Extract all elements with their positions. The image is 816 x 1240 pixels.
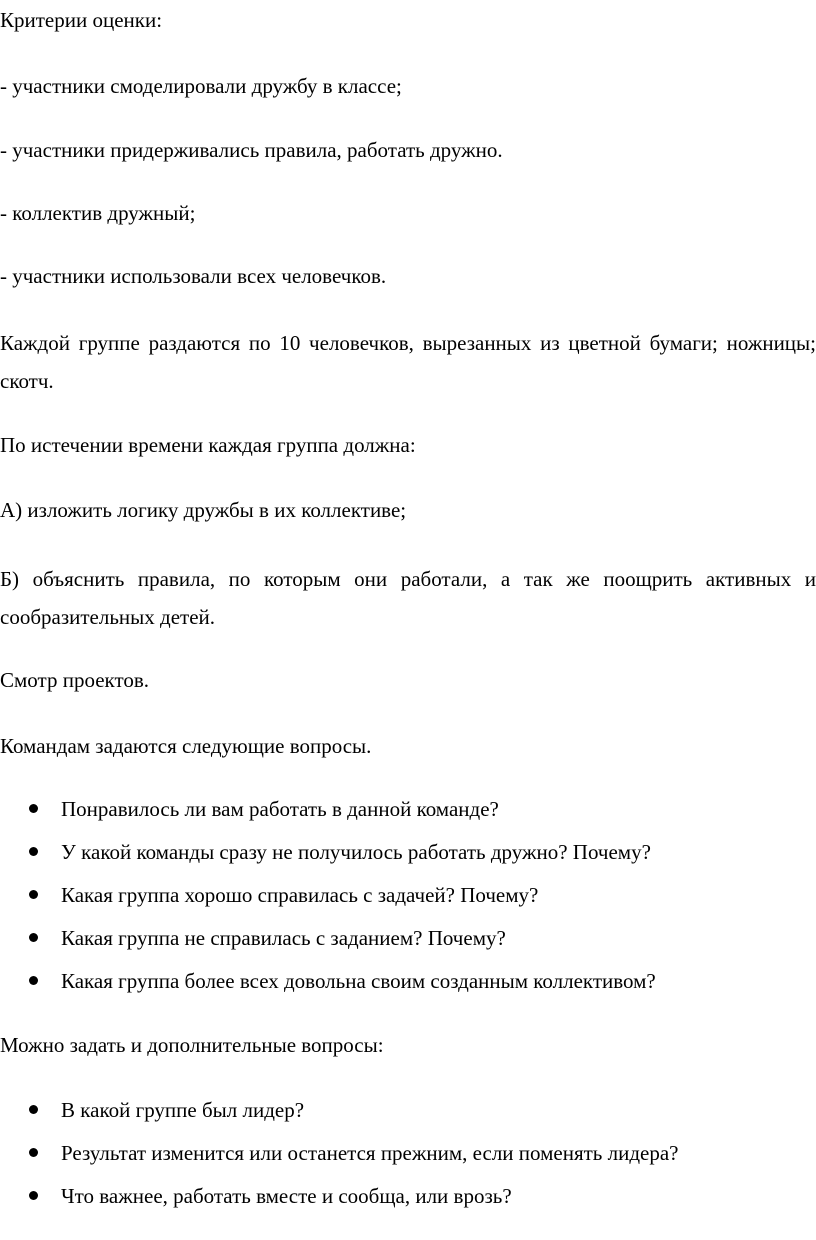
review-line: Смотр проектов. — [0, 668, 150, 692]
extra-questions-intro: Можно задать и дополнительные вопросы: — [0, 1033, 384, 1057]
criteria-heading: Критерии оценки: — [0, 8, 163, 32]
bullet-icon — [29, 890, 38, 899]
question-text: Понравилось ли вам работать в данной команде? — [61, 797, 499, 821]
questions-intro: Командам задаются следующие вопросы. — [0, 734, 372, 758]
task-b: Б) объяснить правила, по которым они работали, а так же поощрить активных и сообразительных детей. — [0, 567, 816, 629]
question-text: У какой команды сразу не получилось работать дружно? Почему? — [61, 840, 651, 864]
bullet-icon — [29, 1148, 38, 1157]
criteria-item: - коллектив дружный; — [0, 201, 196, 225]
bullet-icon — [29, 933, 38, 942]
bullet-icon — [29, 1105, 38, 1114]
task-a: А) изложить логику дружбы в их коллективе; — [0, 498, 407, 522]
bullet-icon — [29, 804, 38, 813]
extra-question-text: Что важнее, работать вместе и сообща, или врозь? — [61, 1184, 512, 1208]
bullet-icon — [29, 847, 38, 856]
criteria-item: - участники использовали всех человечков. — [0, 264, 387, 288]
criteria-item: - участники придерживались правила, работать дружно. — [0, 138, 503, 162]
bullet-icon — [29, 976, 38, 985]
after-time-intro: По истечении времени каждая группа должна: — [0, 433, 416, 457]
criteria-item: - участники смоделировали дружбу в классе; — [0, 74, 402, 98]
question-text: Какая группа хорошо справилась с задачей? Почему? — [61, 883, 539, 907]
question-text: Какая группа более всех довольна своим созданным коллективом? — [61, 969, 656, 993]
materials-paragraph: Каждой группе раздаются по 10 человечков, вырезанных из цветной бумаги; ножницы; скотч. — [0, 331, 816, 393]
question-text: Какая группа не справилась с заданием? Почему? — [61, 926, 506, 950]
bullet-icon — [29, 1191, 38, 1200]
extra-question-text: Результат изменится или останется прежним, если поменять лидера? — [61, 1141, 679, 1165]
extra-question-text: В какой группе был лидер? — [61, 1098, 305, 1122]
